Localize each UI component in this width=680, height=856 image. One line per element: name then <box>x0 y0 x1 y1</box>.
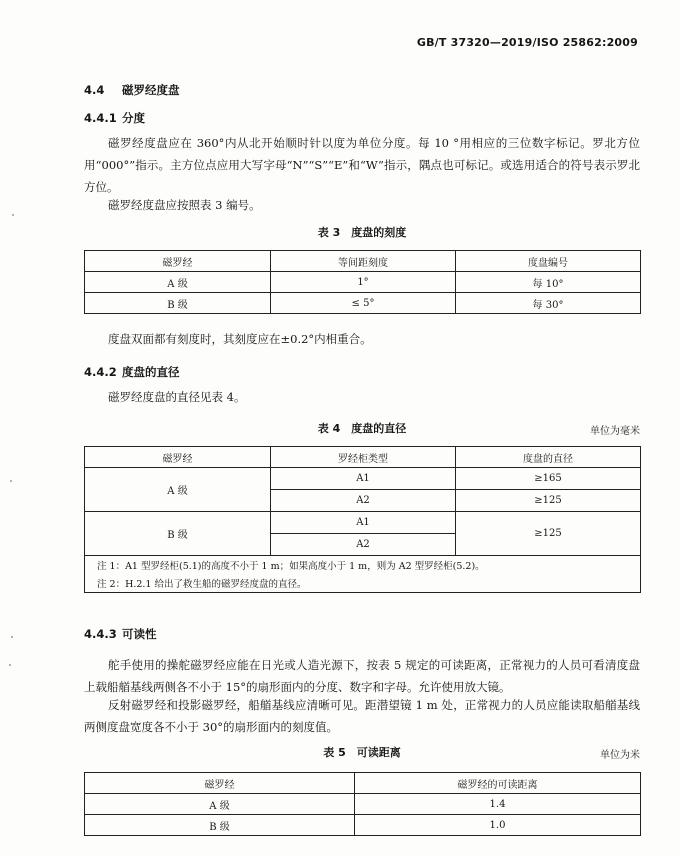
table5 <box>84 772 641 836</box>
table-header-cell: 度盘的直径 <box>456 447 641 468</box>
table-header-row <box>85 773 641 794</box>
table-header-cell: 磁罗经 <box>85 773 355 794</box>
scan-speck <box>11 636 13 638</box>
paragraph-reflector: 反射磁罗经和投影磁罗经，船艏基线应清晰可见。距潜望镜 1 m 处，正常视力的人员应能读取船艏基线两侧度盘宽度各不小于 30°的扇形面内的刻度值。 <box>84 698 640 734</box>
paragraph-numbering: 磁罗经度盘应按照表 3 编号。 <box>108 198 261 212</box>
table-cell: B 级 <box>85 512 271 556</box>
section-title: 磁罗经度盘 <box>122 83 180 97</box>
scan-speck <box>12 214 14 216</box>
section-number: 4.4 <box>84 83 105 97</box>
table-header-cell: 等间距刻度 <box>271 251 456 272</box>
table-header-row <box>85 251 641 272</box>
table-header-cell: 罗经柜类型 <box>271 447 456 468</box>
table-cell: ≥125 <box>456 512 641 556</box>
section-number: 4.4.1 <box>84 111 117 125</box>
table-cell: A 级 <box>85 468 271 512</box>
table-header-cell: 度盘编号 <box>456 251 641 272</box>
table-row <box>85 468 641 490</box>
table-note-row <box>85 556 641 575</box>
section-number: 4.4.2 <box>84 365 117 379</box>
table-cell: A1 <box>271 468 456 490</box>
table-cell: ≥125 <box>456 490 641 512</box>
table-cell: 1.0 <box>355 815 641 836</box>
table3-caption: 表 3 度盘的刻度 <box>317 226 407 239</box>
section-4-4-3-heading <box>84 626 157 642</box>
paragraph-graduation: 磁罗经度盘应在 360°内从北开始顺时针以度为单位分度。每 10 °用相应的三位数字标记。罗北方位用“000°”指示。主方位点应用大写字母“N”“S”“E”和“W”指示，隅点也可标记。或选用适合的符号表示罗北方位。 <box>84 136 640 194</box>
table-header-row <box>85 447 641 468</box>
paragraph-diameter: 磁罗经度盘的直径见表 4。 <box>108 390 246 404</box>
table-cell: 1° <box>271 272 456 293</box>
section-number: 4.4.3 <box>84 627 117 641</box>
scan-speck <box>9 664 11 666</box>
table-cell: ≥165 <box>456 468 641 490</box>
table5-unit: 单位为米 <box>600 750 640 761</box>
table-cell: B 级 <box>85 293 271 314</box>
section-title: 分度 <box>122 111 145 125</box>
table-cell: ≤ 5° <box>271 293 456 314</box>
table4 <box>84 446 641 593</box>
table-cell: 每 10° <box>456 272 641 293</box>
paragraph-overlap: 度盘双面都有刻度时，其刻度应在±0.2°内相重合。 <box>108 332 372 346</box>
table4-caption: 表 4 度盘的直径 <box>317 422 407 435</box>
table-cell: A 级 <box>85 794 355 815</box>
table-row <box>85 512 641 534</box>
table-header-cell: 磁罗经 <box>85 447 271 468</box>
table-cell: A 级 <box>85 272 271 293</box>
paragraph-readability: 舵手使用的操舵磁罗经应能在日光或人造光源下，按表 5 规定的可读距离，正常视力的人员可看清度盘上载船艏基线两侧各不小于 15°的扇形面内的分度、数字和字母。允许使用放大镜。 <box>84 658 640 694</box>
section-4-4-heading <box>84 82 180 98</box>
table-header-cell: 磁罗经的可读距离 <box>355 773 641 794</box>
section-title: 可读性 <box>122 627 157 641</box>
table-cell: 1.4 <box>355 794 641 815</box>
table-note: 注 2：H.2.1 给出了救生船的磁罗经度盘的直径。 <box>85 574 641 593</box>
scan-speck <box>10 480 12 482</box>
table-row <box>85 794 641 815</box>
table5-caption: 表 5 可读距离 <box>323 746 401 759</box>
table-cell: A2 <box>271 490 456 512</box>
table-cell: A2 <box>271 534 456 556</box>
table-note-row <box>85 574 641 593</box>
section-4-4-1-heading <box>84 110 145 126</box>
table-row <box>85 272 641 293</box>
table-cell: A1 <box>271 512 456 534</box>
table-row <box>85 293 641 314</box>
table3 <box>84 250 641 314</box>
table-header-cell: 磁罗经 <box>85 251 271 272</box>
section-title: 度盘的直径 <box>122 365 180 379</box>
table-cell: B 级 <box>85 815 355 836</box>
standard-header: GB/T 37320—2019/ISO 25862:2009 <box>416 36 638 49</box>
table-note: 注 1：A1 型罗经柜(5.1)的高度不小于 1 m；如果高度小于 1 m，则为 A2 型罗经柜(5.2)。 <box>85 556 641 575</box>
table-cell: 每 30° <box>456 293 641 314</box>
table4-unit: 单位为毫米 <box>590 426 640 437</box>
table-row <box>85 815 641 836</box>
section-4-4-2-heading <box>84 364 180 380</box>
